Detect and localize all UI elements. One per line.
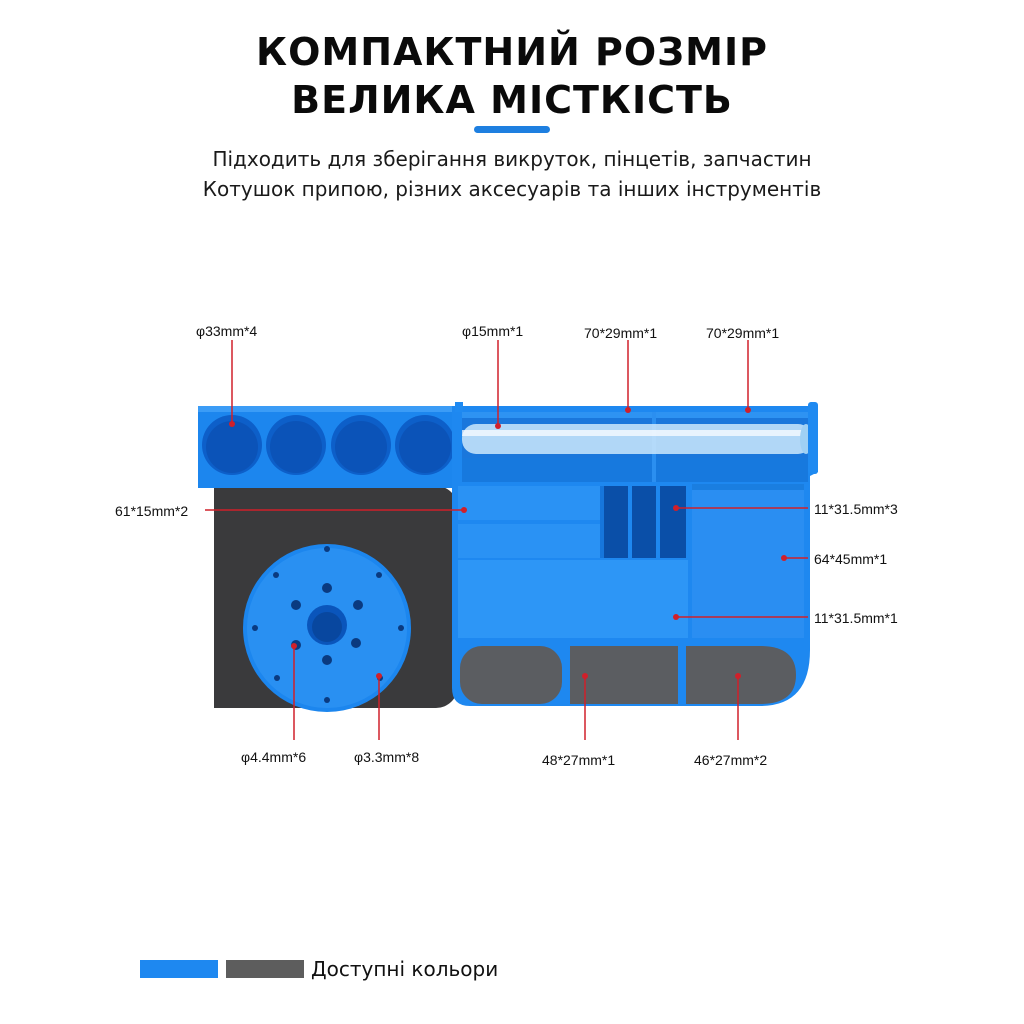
label-long-slot: 11*31.5mm*1: [814, 610, 898, 626]
label-holes-small: φ3.3mm*8: [354, 749, 420, 765]
subtitle-line2: Котушок припою, різних аксесуарів та інших інструментів: [202, 177, 822, 201]
page-title-line1: КОМПАКТНИЙ РОЗМІР: [256, 30, 768, 74]
available-colors-label: Доступні кольори: [311, 957, 499, 981]
color-swatch-gray: [226, 960, 304, 978]
screwdriver-disc: [243, 544, 411, 712]
rod: [462, 424, 812, 454]
label-top-slot-b: 70*29mm*1: [706, 325, 780, 341]
label-pad-middle: 48*27mm*1: [542, 752, 616, 768]
pad-right: [686, 646, 796, 704]
label-cups: φ33mm*4: [196, 323, 258, 339]
label-top-slot-a: 70*29mm*1: [584, 325, 658, 341]
label-right-bin: 64*45mm*1: [814, 551, 888, 567]
label-rod: φ15mm*1: [462, 323, 524, 339]
pad-left: [460, 646, 562, 704]
label-left-slot: 61*15mm*2: [115, 503, 189, 519]
label-holes-large: φ4.4mm*6: [241, 749, 307, 765]
subtitle-line1: Підходить для зберігання викруток, пінцетів, запчастин: [212, 147, 812, 171]
color-swatch-blue: [140, 960, 218, 978]
label-pad-right: 46*27mm*2: [694, 752, 768, 768]
page-title-line2: ВЕЛИКА МІСТКІСТЬ: [291, 78, 733, 122]
label-narrow-slots: 11*31.5mm*3: [814, 501, 898, 517]
